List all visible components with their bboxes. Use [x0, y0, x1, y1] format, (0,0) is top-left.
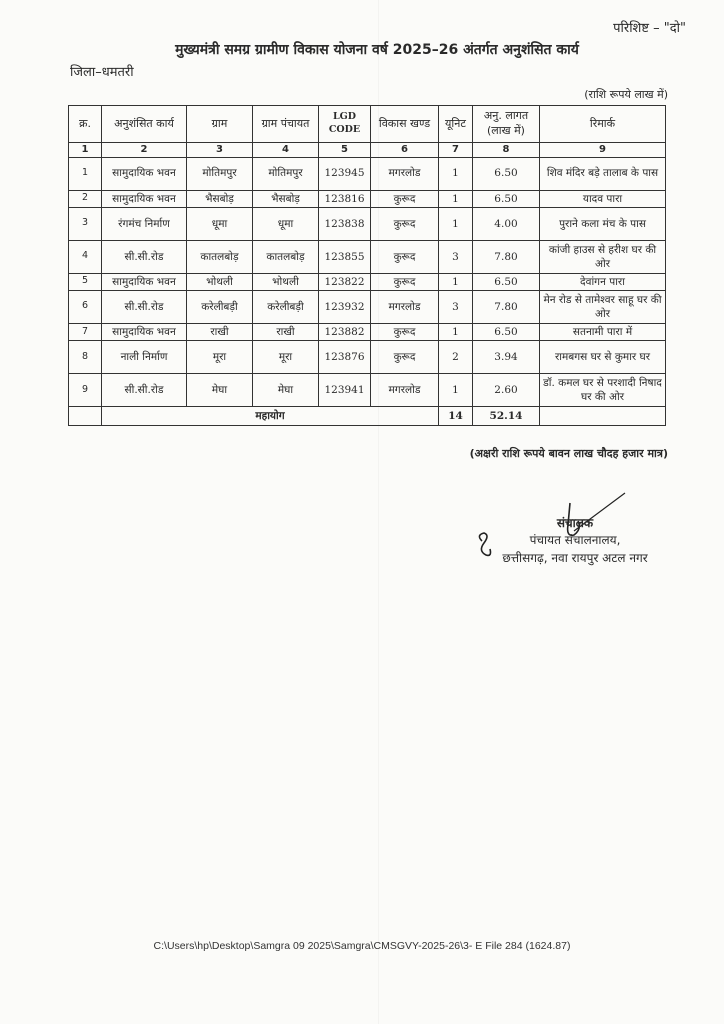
- row-block: मगरलोड: [371, 290, 439, 323]
- row-panchayat: मेघा: [253, 374, 319, 407]
- row-remark: मेन रोड से तामेश्वर साहू घर की ओर: [540, 290, 666, 323]
- row-sn: 9: [69, 374, 102, 407]
- table-row: [69, 341, 666, 374]
- row-cost: 6.50: [473, 190, 540, 207]
- row-work: सामुदायिक भवन: [102, 323, 187, 340]
- row-remark: शिव मंदिर बड़े तालाब के पास: [540, 157, 666, 190]
- total-blank-cell: [69, 407, 102, 426]
- header-lgd-code: LGD CODE: [319, 106, 371, 143]
- total-units: 14: [439, 407, 473, 426]
- total-label: महायोग: [102, 407, 439, 426]
- row-block: कुरूद: [371, 207, 439, 240]
- row-village: मूरा: [187, 341, 253, 374]
- row-lgd-code: 123945: [319, 157, 371, 190]
- column-number: 8: [473, 143, 540, 158]
- footer-file-path: C:\Users\hp\Desktop\Samgra 09 2025\Samgra\CMSGVY-2025-26\3- E File 284 (1624.87): [153, 940, 571, 952]
- table-row: [69, 240, 666, 273]
- recommended-works-table: [68, 105, 666, 426]
- row-remark: सतनामी पारा में: [540, 323, 666, 340]
- row-remark: देवांगन पारा: [540, 273, 666, 290]
- row-block: कुरूद: [371, 190, 439, 207]
- row-block: मगरलोड: [371, 374, 439, 407]
- row-unit: 1: [439, 157, 473, 190]
- row-sn: 7: [69, 323, 102, 340]
- table-row: [69, 273, 666, 290]
- table-row: [69, 290, 666, 323]
- column-number-row: [69, 143, 666, 158]
- row-lgd-code: 123941: [319, 374, 371, 407]
- row-panchayat: भोथली: [253, 273, 319, 290]
- signatory-block: [470, 515, 680, 567]
- row-unit: 2: [439, 341, 473, 374]
- row-work: सी.सी.रोड: [102, 374, 187, 407]
- row-sn: 1: [69, 157, 102, 190]
- row-remark: पुराने कला मंच के पास: [540, 207, 666, 240]
- row-cost: 6.50: [473, 273, 540, 290]
- row-village: भैसबोड़: [187, 190, 253, 207]
- signatory-title: संचालक: [556, 516, 594, 530]
- column-number: 4: [253, 143, 319, 158]
- row-village: मेघा: [187, 374, 253, 407]
- document-title: मुख्यमंत्री समग्र ग्रामीण विकास योजना वर्ष 2025–26 अंतर्गत अनुशंसित कार्य: [175, 42, 579, 58]
- row-village: भोथली: [187, 273, 253, 290]
- row-sn: 5: [69, 273, 102, 290]
- header-panchayat: ग्राम पंचायत: [253, 106, 319, 143]
- row-panchayat: धूमा: [253, 207, 319, 240]
- row-cost: 2.60: [473, 374, 540, 407]
- row-block: कुरूद: [371, 240, 439, 273]
- row-block: कुरूद: [371, 341, 439, 374]
- row-panchayat: भैसबोड़: [253, 190, 319, 207]
- unit-note: (राशि रूपये लाख में): [584, 88, 668, 101]
- row-remark: डॉ. कमल घर से परशादी निषाद घर की ओर: [540, 374, 666, 407]
- header-unit: यूनिट: [439, 106, 473, 143]
- table-row: [69, 190, 666, 207]
- row-sn: 4: [69, 240, 102, 273]
- grand-total-row: [69, 407, 666, 426]
- row-village: मोतिमपुर: [187, 157, 253, 190]
- row-work: रंगमंच निर्माण: [102, 207, 187, 240]
- row-panchayat: मूरा: [253, 341, 319, 374]
- row-unit: 3: [439, 240, 473, 273]
- column-number: 1: [69, 143, 102, 158]
- row-village: धूमा: [187, 207, 253, 240]
- header-cost: अनु. लागत (लाख में): [473, 106, 540, 143]
- row-sn: 2: [69, 190, 102, 207]
- table-row: [69, 207, 666, 240]
- table-row: [69, 374, 666, 407]
- row-lgd-code: 123882: [319, 323, 371, 340]
- row-block: कुरूद: [371, 273, 439, 290]
- column-number: 6: [371, 143, 439, 158]
- row-block: मगरलोड: [371, 157, 439, 190]
- column-number: 9: [540, 143, 666, 158]
- row-unit: 1: [439, 374, 473, 407]
- row-cost: 3.94: [473, 341, 540, 374]
- row-cost: 6.50: [473, 323, 540, 340]
- row-lgd-code: 123838: [319, 207, 371, 240]
- header-village: ग्राम: [187, 106, 253, 143]
- row-unit: 3: [439, 290, 473, 323]
- appendix-label: परिशिष्ट – "दो": [613, 21, 686, 36]
- total-remark-blank: [540, 407, 666, 426]
- row-unit: 1: [439, 207, 473, 240]
- row-lgd-code: 123876: [319, 341, 371, 374]
- row-work: सामुदायिक भवन: [102, 273, 187, 290]
- column-number: 5: [319, 143, 371, 158]
- row-village: करेलीबड़ी: [187, 290, 253, 323]
- row-panchayat: मोतिमपुर: [253, 157, 319, 190]
- header-block: विकास खण्ड: [371, 106, 439, 143]
- table-row: [69, 157, 666, 190]
- row-panchayat: कातलबोड़: [253, 240, 319, 273]
- row-village: राखी: [187, 323, 253, 340]
- row-cost: 6.50: [473, 157, 540, 190]
- row-lgd-code: 123816: [319, 190, 371, 207]
- header-row: [69, 106, 666, 143]
- signatory-office: पंचायत संचालनालय,: [529, 533, 621, 548]
- row-unit: 1: [439, 273, 473, 290]
- row-cost: 7.80: [473, 240, 540, 273]
- row-work: सी.सी.रोड: [102, 290, 187, 323]
- row-block: कुरूद: [371, 323, 439, 340]
- header-work: अनुशंसित कार्य: [102, 106, 187, 143]
- row-panchayat: राखी: [253, 323, 319, 340]
- column-number: 7: [439, 143, 473, 158]
- row-unit: 1: [439, 323, 473, 340]
- row-lgd-code: 123932: [319, 290, 371, 323]
- row-remark: कांजी हाउस से हरीश घर की ओर: [540, 240, 666, 273]
- row-cost: 7.80: [473, 290, 540, 323]
- row-work: सामुदायिक भवन: [102, 190, 187, 207]
- header-sn: क्र.: [69, 106, 102, 143]
- amount-in-words: (अक्षरी राशि रूपये बावन लाख चौदह हजार मात्र): [469, 447, 668, 460]
- column-number: 3: [187, 143, 253, 158]
- row-sn: 3: [69, 207, 102, 240]
- district-label: जिला–धमतरी: [70, 65, 134, 80]
- row-sn: 8: [69, 341, 102, 374]
- row-cost: 4.00: [473, 207, 540, 240]
- table-row: [69, 323, 666, 340]
- column-number: 2: [102, 143, 187, 158]
- row-remark: यादव पारा: [540, 190, 666, 207]
- row-work: सामुदायिक भवन: [102, 157, 187, 190]
- row-panchayat: करेलीबड़ी: [253, 290, 319, 323]
- row-work: सी.सी.रोड: [102, 240, 187, 273]
- row-remark: रामबगस घर से कुमार घर: [540, 341, 666, 374]
- row-work: नाली निर्माण: [102, 341, 187, 374]
- total-cost: 52.14: [473, 407, 540, 426]
- row-lgd-code: 123855: [319, 240, 371, 273]
- row-village: कातलबोड़: [187, 240, 253, 273]
- header-remark: रिमार्क: [540, 106, 666, 143]
- row-lgd-code: 123822: [319, 273, 371, 290]
- signatory-address: छत्तीसगढ़, नवा रायपुर अटल नगर: [502, 550, 648, 565]
- row-sn: 6: [69, 290, 102, 323]
- row-unit: 1: [439, 190, 473, 207]
